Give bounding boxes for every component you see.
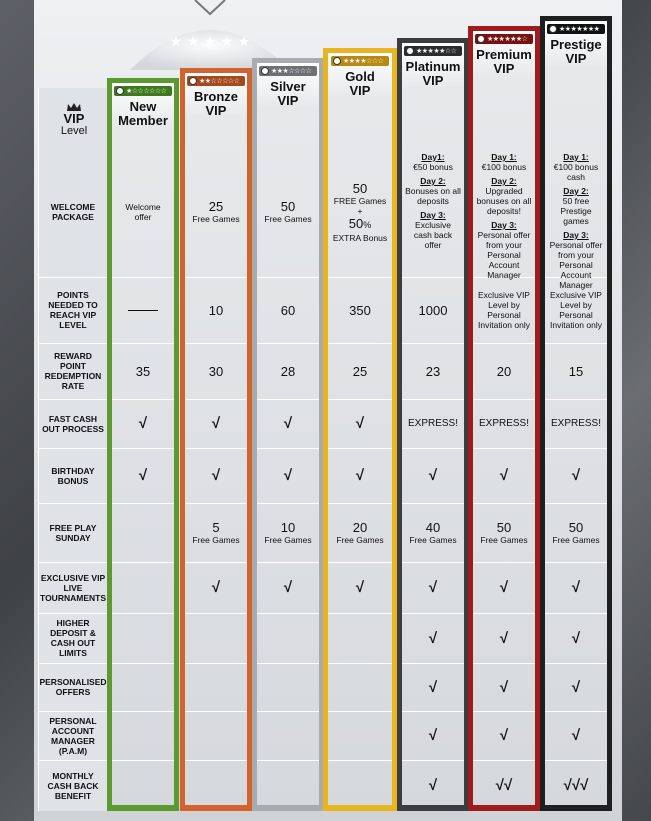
welcome-percent-sign: % — [363, 219, 372, 230]
day-text: Bonuses on all deposits — [405, 186, 461, 206]
sunday-text: Free Games — [552, 535, 600, 545]
points-needed-cell: 1000 — [418, 302, 448, 318]
tier-stars: ★★★☆☆☆☆ — [271, 67, 312, 75]
fast-cashout-cell: EXPRESS! — [550, 418, 602, 429]
higher-limits-cell — [185, 613, 247, 663]
tier-stars: ★★★★★★★ — [559, 25, 600, 33]
sunday-text: Free Games — [264, 535, 312, 545]
higher-limits-cell: √ — [571, 629, 581, 647]
day-text: €100 bonus — [481, 162, 527, 172]
points-needed-cell — [112, 277, 174, 343]
higher-limits-cell — [257, 613, 319, 663]
tier-name — [406, 60, 461, 88]
account-manager-cell — [257, 711, 319, 760]
sunday-number: 10 — [280, 520, 296, 535]
birthday-bonus-cell: √ — [138, 467, 148, 484]
fast-cashout-cell: EXPRESS! — [407, 418, 459, 429]
vip-comparison-table — [37, 25, 612, 811]
tier-star-badge — [331, 56, 389, 66]
day-heading: Day 2: — [491, 176, 517, 186]
row-divider — [38, 277, 108, 278]
vip-tournaments-cell: √ — [499, 579, 509, 596]
tier-star-badge — [187, 76, 245, 86]
tier-star-badge — [475, 34, 533, 44]
welcome-text: offer — [134, 211, 152, 222]
redemption-rate-cell: 35 — [135, 363, 151, 379]
row-label: PERSONALISED OFFERS — [39, 677, 107, 697]
birthday-bonus-cell: √ — [499, 467, 509, 484]
tier-name-line2: VIP — [277, 93, 299, 108]
higher-limits-cell — [328, 613, 392, 663]
tier-name-line2: VIP — [205, 103, 227, 118]
tier-name — [345, 70, 375, 98]
day-text: Personal offer from your Personal Account Manager — [549, 240, 603, 290]
vip-word: VIP — [63, 111, 85, 126]
cash-back-cell — [112, 760, 174, 811]
personalised-offers-cell — [185, 663, 247, 711]
svg-text:★ ★ ★ ★ ★: ★ ★ ★ ★ ★ — [169, 34, 251, 50]
vip-tournaments-cell: √ — [211, 579, 221, 596]
welcome-package-cell — [112, 146, 174, 277]
welcome-package-cell — [545, 146, 607, 290]
row-divider — [38, 711, 108, 712]
medal-icon — [406, 47, 414, 55]
day-heading: Day 2: — [420, 176, 446, 186]
level-word: Level — [60, 125, 88, 137]
personalised-offers-cell — [112, 663, 174, 711]
sunday-number: 40 — [425, 520, 441, 535]
sunday-number: 50 — [568, 520, 584, 535]
points-needed-cell: Exclusive VIP Level by Personal Invitation only — [550, 290, 602, 330]
medal-icon — [116, 87, 124, 95]
cash-back-cell: √ — [428, 777, 438, 794]
account-manager-cell: √ — [428, 727, 438, 744]
birthday-bonus-cell: √ — [211, 467, 221, 484]
birthday-bonus-cell: √ — [283, 467, 293, 484]
row-divider — [38, 613, 108, 614]
sunday-text: Free Games — [336, 535, 384, 545]
higher-limits-cell: √ — [428, 629, 438, 647]
welcome-extra: EXTRA Bonus — [332, 232, 388, 243]
dash-line — [128, 310, 158, 311]
tier-stars: ★☆☆☆☆☆☆ — [126, 87, 167, 95]
day-text: Upgraded bonuses on all deposits! — [476, 186, 532, 216]
sunday-text: Free Games — [409, 535, 457, 545]
points-needed-cell: 60 — [280, 302, 296, 318]
birthday-bonus-cell: √ — [428, 467, 438, 484]
row-divider — [38, 399, 108, 400]
tier-name-line2: VIP — [565, 51, 587, 66]
free-play-sunday-cell — [402, 503, 464, 562]
free-play-sunday-cell — [257, 503, 319, 562]
row-divider — [38, 562, 108, 563]
tier-name — [194, 90, 238, 118]
cash-back-cell — [257, 760, 319, 811]
tier-header — [112, 83, 174, 128]
sunday-number: 50 — [496, 520, 512, 535]
tier-header — [185, 73, 247, 118]
higher-limits-cell — [112, 613, 174, 663]
tier-header — [402, 43, 464, 88]
tier-name — [550, 38, 601, 66]
tier-header — [545, 21, 607, 66]
day-heading: Day 1: — [491, 152, 517, 162]
tier-name-line2: VIP — [422, 73, 444, 88]
tier-name-line2: VIP — [349, 83, 371, 98]
welcome-number: 25 — [208, 199, 224, 214]
tier-stars: ★★★★★★☆ — [487, 35, 528, 43]
personalised-offers-cell — [257, 663, 319, 711]
day-text: €50 bonus — [413, 162, 453, 172]
fast-cashout-cell: EXPRESS! — [478, 418, 530, 429]
redemption-rate-cell: 20 — [496, 363, 512, 379]
tier-name — [118, 100, 168, 128]
day-text: Exclusive cash back offer — [413, 220, 453, 250]
sunday-text: Free Games — [480, 535, 528, 545]
welcome-text: Welcome — [125, 201, 161, 212]
redemption-rate-cell: 30 — [208, 363, 224, 379]
row-label: EXCLUSIVE VIP LIVE TOURNAMENTS — [40, 572, 106, 603]
welcome-text: Free Games — [192, 214, 240, 224]
tier-header — [473, 31, 535, 76]
welcome-package-cell — [473, 146, 535, 280]
higher-limits-cell: √ — [499, 629, 509, 647]
tier-name — [270, 80, 305, 108]
welcome-percent — [349, 216, 371, 233]
account-manager-cell — [185, 711, 247, 760]
account-manager-cell: √ — [499, 727, 509, 744]
welcome-package-cell — [402, 146, 464, 277]
birthday-bonus-cell: √ — [571, 467, 581, 484]
free-play-sunday-cell — [473, 503, 535, 562]
tier-name-line2: VIP — [493, 61, 515, 76]
welcome-percent-num: 50 — [348, 215, 364, 231]
welcome-number: 50 — [352, 180, 368, 196]
day-text: €100 bonus cash — [553, 162, 599, 182]
day-heading: Day 3: — [491, 220, 517, 230]
row-label: PERSONAL ACCOUNT MANAGER (P.A.M) — [49, 715, 97, 756]
tier-star-badge — [114, 86, 172, 96]
tier-star-badge — [404, 46, 462, 56]
day-heading: Day1: — [421, 152, 445, 162]
cash-back-cell: √√√ — [563, 777, 589, 794]
account-manager-cell — [112, 711, 174, 760]
cash-back-cell: √√ — [495, 777, 513, 794]
tier-name-line1: Gold — [345, 69, 375, 84]
day-heading: Day 3: — [563, 230, 589, 240]
free-play-sunday-cell — [545, 503, 607, 562]
tier-star-badge — [547, 24, 605, 34]
birthday-bonus-cell: √ — [355, 467, 365, 484]
tier-stars: ★★★★☆☆☆ — [343, 57, 384, 65]
day-heading: Day 2: — [563, 186, 589, 196]
cash-back-cell — [185, 760, 247, 811]
day-text: 50 free Prestige games — [560, 196, 592, 226]
welcome-text: FREE Games — [333, 195, 387, 206]
medal-icon — [189, 77, 197, 85]
sunday-number: 5 — [212, 520, 220, 535]
day-text: Personal offer from your Personal Account Manager — [477, 230, 531, 280]
vip-tournaments-cell: √ — [571, 579, 581, 596]
redemption-rate-cell: 25 — [352, 363, 368, 379]
personalised-offers-cell — [328, 663, 392, 711]
tier-stars: ★★☆☆☆☆☆ — [199, 77, 240, 85]
welcome-plus: + — [357, 205, 363, 216]
tier-name-line1: New — [129, 99, 157, 114]
medal-icon — [477, 35, 485, 43]
row-divider — [38, 663, 108, 664]
account-manager-cell — [328, 711, 392, 760]
vip-tournaments-cell: √ — [428, 579, 438, 596]
tier-name-line2: Member — [118, 113, 168, 128]
row-divider — [38, 343, 108, 344]
welcome-package-cell — [328, 146, 392, 277]
tier-name-line1: Prestige — [550, 37, 602, 52]
fast-cashout-cell: √ — [138, 415, 148, 432]
row-divider — [38, 503, 108, 504]
free-play-sunday-cell — [328, 503, 392, 562]
row-label: BIRTHDAY BONUS — [51, 465, 95, 486]
tier-name-line1: Silver — [270, 79, 306, 94]
welcome-number: 50 — [280, 199, 296, 214]
row-divider — [38, 760, 108, 761]
points-needed-cell: 350 — [349, 302, 371, 318]
free-play-sunday-cell — [112, 503, 174, 562]
row-label: REWARD POINT REDEMPTION RATE — [44, 351, 102, 391]
sunday-text: Free Games — [192, 535, 240, 545]
points-needed-cell: 10 — [208, 302, 224, 318]
welcome-text: Free Games — [264, 214, 312, 224]
fast-cashout-cell: √ — [283, 415, 293, 432]
medal-icon — [261, 67, 269, 75]
medal-icon — [549, 25, 557, 33]
points-needed-cell: Exclusive VIP Level by Personal Invitation only — [478, 290, 530, 330]
vip-tournaments-cell — [112, 562, 174, 613]
row-label: FAST CASH OUT PROCESS — [42, 413, 104, 434]
row-label: POINTS NEEDED TO REACH VIP LEVEL — [48, 290, 98, 330]
row-divider — [38, 448, 108, 449]
vip-tournaments-cell: √ — [355, 579, 365, 596]
personalised-offers-cell: √ — [428, 678, 438, 696]
row-label: HIGHER DEPOSIT & CASH OUT LIMITS — [50, 618, 96, 658]
row-label: FREE PLAY SUNDAY — [49, 522, 97, 543]
medal-icon — [333, 57, 341, 65]
free-play-sunday-cell — [185, 503, 247, 562]
redemption-rate-cell: 15 — [568, 363, 584, 379]
sunday-number: 20 — [352, 520, 368, 535]
cash-back-cell — [328, 760, 392, 811]
redemption-rate-cell: 28 — [280, 363, 296, 379]
row-label: MONTHLY CASH BACK BENEFIT — [47, 770, 99, 801]
fast-cashout-cell: √ — [211, 415, 221, 432]
vip-tournaments-cell: √ — [283, 579, 293, 596]
redemption-rate-cell: 23 — [425, 363, 441, 379]
tier-name-line1: Bronze — [193, 89, 239, 104]
welcome-package-cell — [257, 146, 319, 277]
welcome-package-cell — [185, 146, 247, 277]
personalised-offers-cell: √ — [499, 678, 509, 696]
personalised-offers-cell: √ — [571, 678, 581, 696]
vip-level-header — [39, 102, 109, 137]
row-label: WELCOME PACKAGE — [50, 201, 96, 222]
tier-name-line1: Platinum — [405, 59, 461, 74]
day-heading: Day 3: — [420, 210, 446, 220]
day-heading: Day 1: — [563, 152, 589, 162]
tier-star-badge — [259, 66, 317, 76]
tier-stars: ★★★★★☆☆ — [416, 47, 457, 55]
tier-header — [328, 53, 392, 98]
account-manager-cell: √ — [571, 727, 581, 744]
fast-cashout-cell: √ — [355, 415, 365, 432]
tier-name — [476, 48, 532, 76]
tier-header — [257, 63, 319, 108]
tier-name-line1: Premium — [476, 47, 532, 62]
